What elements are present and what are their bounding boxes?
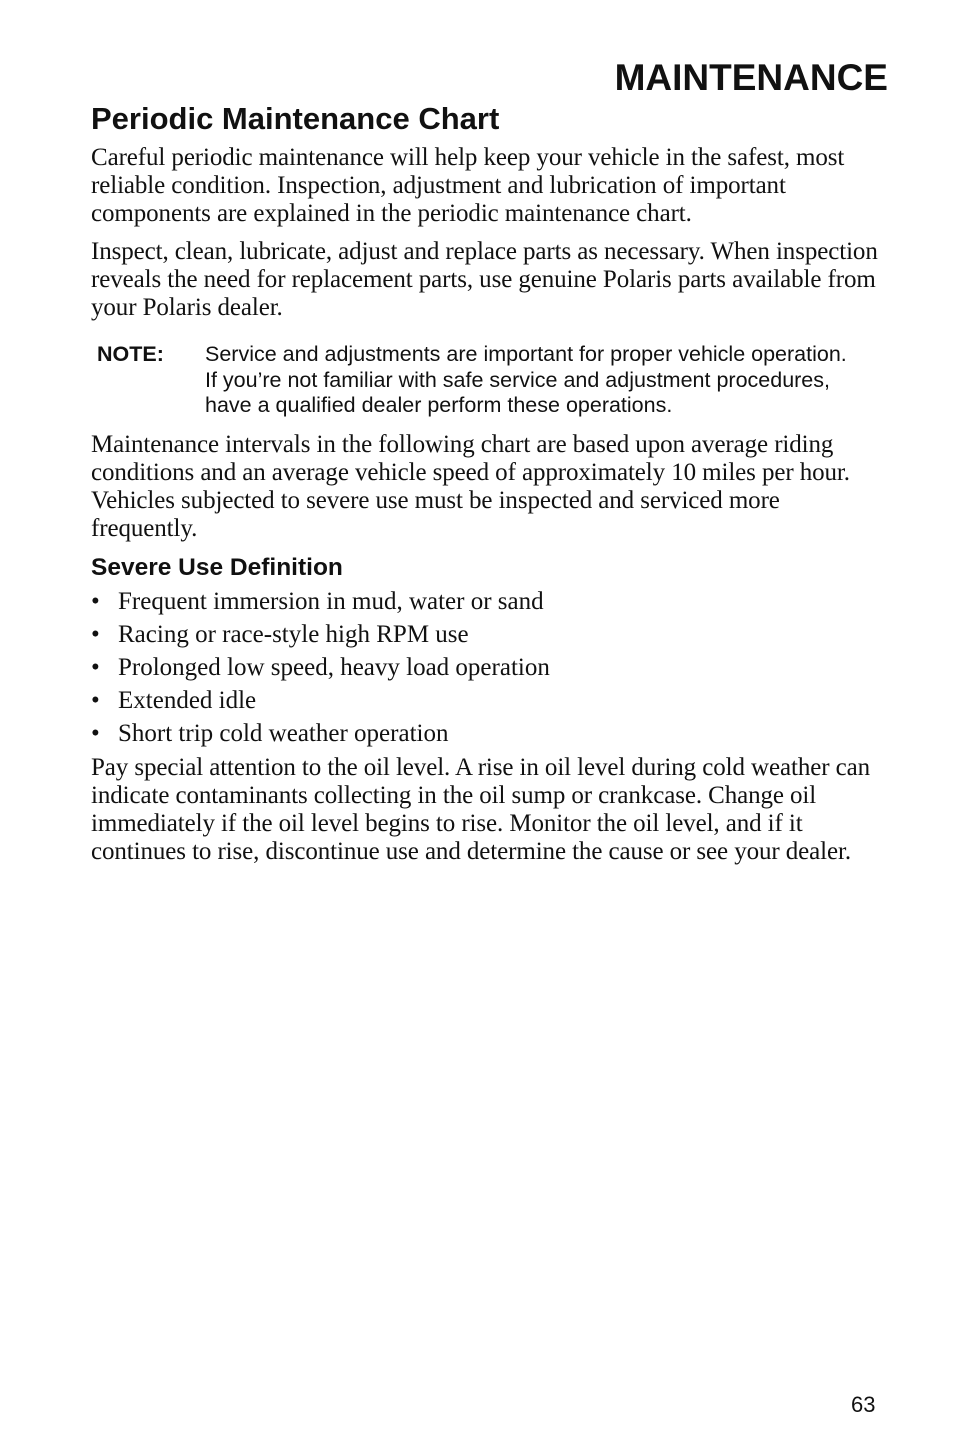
list-item (91, 585, 891, 618)
page-number: 63 (851, 1392, 876, 1417)
bullet-icon: • (91, 587, 100, 615)
note-block (91, 342, 891, 419)
list-item (91, 684, 891, 717)
severe-use-heading: Severe Use Definition (91, 553, 343, 581)
list-item (91, 651, 891, 684)
parts-paragraph: Inspect, clean, lubricate, adjust and replace parts as necessary. When inspection reveals the need for replacement parts, use genuine Polaris parts available from your Polaris dealer. (91, 238, 878, 321)
list-item-text: Racing or race-style high RPM use (118, 620, 469, 648)
bullet-icon: • (91, 620, 100, 648)
page-header-title: MAINTENANCE (614, 57, 888, 98)
list-item-text: Short trip cold weather operation (118, 719, 449, 747)
intervals-paragraph: Maintenance intervals in the following chart are based upon average riding conditions and an average vehicle speed of approximately 10 miles per hour. Vehicles subjected to severe use must be inspected and serviced more frequently. (91, 430, 850, 542)
bullet-icon: • (91, 653, 100, 681)
list-item (91, 618, 891, 651)
page-content (91, 98, 891, 876)
note-text: Service and adjustments are important for proper vehicle operation. If you’re not familiar with safe service and adjustment procedures, have a qualified dealer perform these operations. (205, 342, 847, 417)
bullet-icon: • (91, 719, 100, 747)
bullet-icon: • (91, 686, 100, 714)
intro-paragraph: Careful periodic maintenance will help keep your vehicle in the safest, most reliable condition. Inspection, adjustment and lubrication of important components are explained in the periodic maintenance chart. (91, 144, 845, 227)
list-item (91, 717, 891, 750)
section-title: Periodic Maintenance Chart (91, 101, 500, 136)
list-item-text: Frequent immersion in mud, water or sand (118, 587, 544, 615)
severe-use-list (91, 585, 891, 750)
oil-level-paragraph: Pay special attention to the oil level. A rise in oil level during cold weather can indicate contaminants collecting in the oil sump or crankcase. Change oil immediately if the oil level begins to rise. Monitor the oil level, and if it continues to rise, discontinue use and determine the cause or see your dealer. (91, 753, 870, 865)
note-label: NOTE: (97, 342, 164, 366)
list-item-text: Extended idle (118, 686, 257, 714)
list-item-text: Prolonged low speed, heavy load operation (118, 653, 550, 681)
